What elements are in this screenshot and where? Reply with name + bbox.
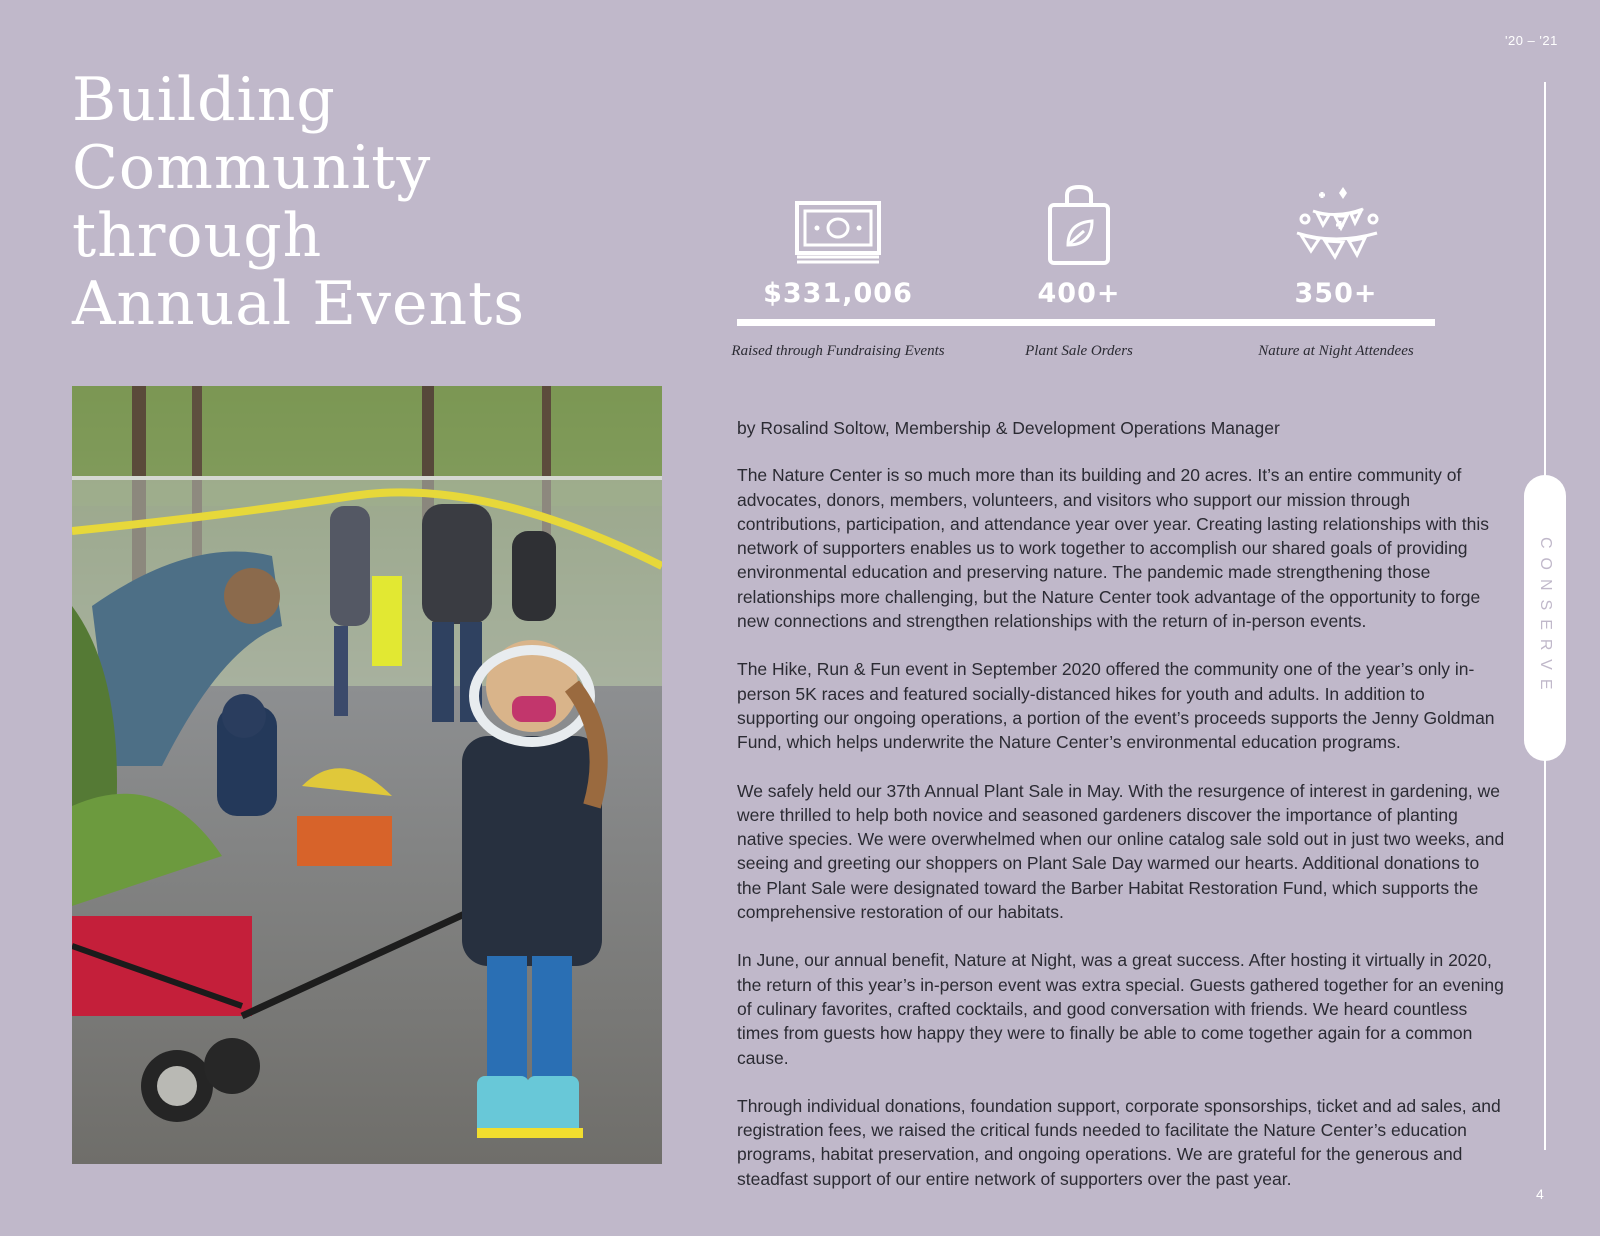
stats-divider-bar	[737, 319, 1435, 326]
article-paragraph: The Hike, Run & Fun event in September 2020 offered the community one of the year’s only in-person 5K races and featured socially-distanced hikes for youth and adults. In addition to supporting our ongoing operations, a portion of the event’s proceeds supports the Jenny Goldman Fund, which helps underwrite the Nature Center’s environmental education programs.	[737, 659, 1495, 753]
article-paragraph: In June, our annual benefit, Nature at Night, was a great success. After hosting it virtually in 2020, the return of this year’s in-person event was extra special. Guests gathered together for an evening of culinary favorites, crafted cocktails, and good conversation with friends. We heard countless times from guests how happy they were to finally be able to come together again for a common cause.	[737, 950, 1504, 1068]
party-bunting-icon	[1291, 185, 1381, 269]
article-body	[737, 416, 1507, 1215]
stats-panel	[731, 185, 1435, 375]
title-line: Community	[72, 133, 432, 203]
title-line: Building	[72, 65, 336, 135]
stat-label: Plant Sale Orders	[1025, 343, 1133, 359]
stat-fundraising	[718, 185, 958, 359]
plant-sale-photo	[72, 386, 662, 1164]
shopping-bag-leaf-icon	[1044, 185, 1114, 269]
stat-value: $331,006	[763, 278, 913, 309]
stat-plant-sale	[959, 185, 1199, 359]
page-title	[72, 66, 652, 338]
title-line: Annual Events	[72, 269, 526, 339]
article-paragraph: We safely held our 37th Annual Plant Sale in May. With the resurgence of interest in gardening, we were thrilled to help both novice and seasoned gardeners discover the importance of planting native species. We were overwhelmed when our online catalog sale sold out in just two weeks, and seeing and greeting our shoppers on Plant Sale Day warmed our hearts. Additional donations to the Plant Sale were designated toward the Barber Habitat Restoration Fund, which supports the comprehensive restoration of our habitats.	[737, 780, 1505, 923]
money-icon	[793, 185, 883, 269]
stat-label: Raised through Fundraising Events	[731, 343, 945, 359]
page-number: 4	[1536, 1186, 1544, 1202]
stat-value: 400+	[1037, 278, 1121, 309]
stat-label: Nature at Night Attendees	[1258, 343, 1414, 359]
section-tab-label: CONSERVE	[1537, 537, 1554, 699]
title-line: through	[72, 201, 323, 271]
byline: by Rosalind Soltow, Membership & Development Operations Manager	[737, 418, 1280, 438]
article-paragraph: The Nature Center is so much more than its building and 20 acres. It’s an entire community of advocates, donors, members, volunteers, and visitors who support our mission through contributions, participation, and attendance year over year. Creating lasting relationships with this network of supporters enables us to work together to accomplish our shared goals of providing environmental education and preserving nature. The pandemic made strengthening those relationships more challenging, but the Nature Center took advantage of the opportunity to forge new connections and strengthen relationships with the return of in-person events.	[737, 465, 1489, 632]
section-tab	[1524, 475, 1566, 761]
year-range-tag: '20 – '21	[1505, 33, 1558, 48]
article-paragraph: Through individual donations, foundation support, corporate sponsorships, ticket and ad sales, and registration fees, we raised the critical funds needed to facilitate the Nature Center’s education programs, habitat preservation, and ongoing operations. We are grateful for the generous and steadfast support of our entire network of supporters over the past year.	[737, 1095, 1501, 1189]
stat-nature-at-night	[1216, 185, 1456, 359]
stat-value: 350+	[1294, 278, 1378, 309]
